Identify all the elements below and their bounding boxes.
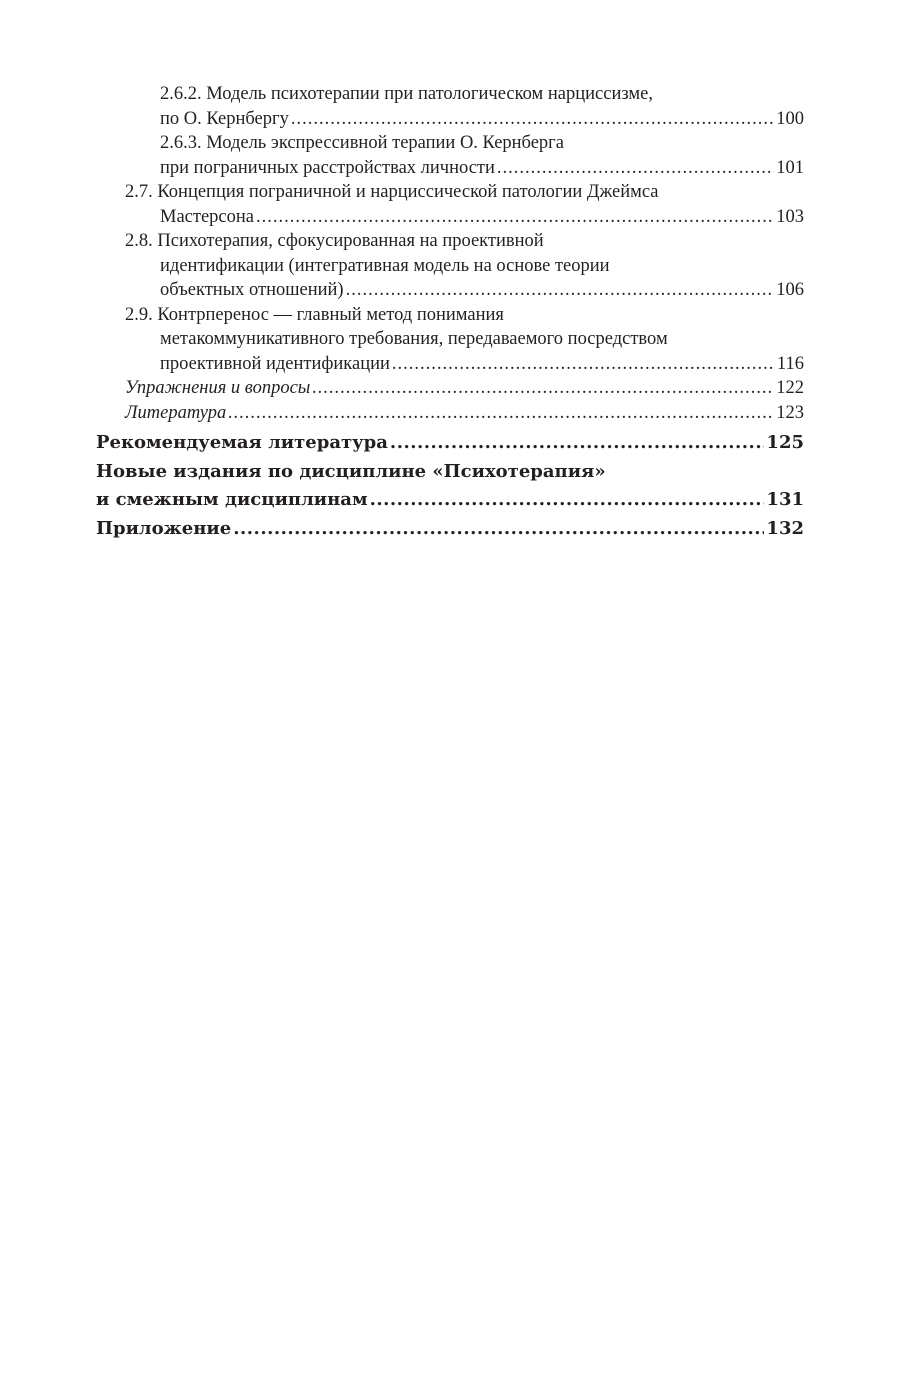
page-number: 131 xyxy=(766,489,804,510)
toc-entry-recommended-literature[interactable] xyxy=(96,429,804,458)
toc-entry-title: 2.8. Психотерапия, сфокусированная на проективной xyxy=(125,231,544,251)
page-number: 101 xyxy=(776,157,804,178)
dot-leader xyxy=(312,376,774,401)
toc-entry-title: Рекомендуемая литература xyxy=(96,432,388,453)
toc-entry-2-8[interactable] xyxy=(96,229,804,303)
toc-entry-title-cont: идентификации (интегративная модель на основе теории xyxy=(160,255,610,276)
dot-leader xyxy=(392,352,775,377)
toc-entry-2-7[interactable] xyxy=(96,180,804,229)
toc-entry-title-cont: и смежным дисциплинам xyxy=(96,489,368,510)
toc-entry-title-cont: метакоммуникативного требования, передаваемого посредством xyxy=(160,329,668,349)
toc-entry-exercises[interactable] xyxy=(96,376,804,401)
page-number: 125 xyxy=(766,432,804,453)
toc-entry-title: 2.9. Контрперенос — главный метод понимания xyxy=(125,304,504,325)
page-number: 122 xyxy=(776,378,804,398)
toc-entry-title-cont: проективной идентификации xyxy=(160,353,390,374)
toc-entry-appendix[interactable] xyxy=(96,515,804,544)
toc-entry-title-cont: при пограничных расстройствах личности xyxy=(160,157,495,178)
dot-leader xyxy=(233,515,764,544)
page-number: 132 xyxy=(766,517,804,539)
toc-entry-new-editions[interactable] xyxy=(96,458,804,515)
dot-leader xyxy=(291,107,774,132)
toc-entry-literature[interactable] xyxy=(96,401,804,426)
dot-leader xyxy=(228,401,774,426)
toc-entry-title: 2.6.2. Модель психотерапии при патологическом нарциссизме, xyxy=(160,84,653,104)
toc-entry-title-cont: объектных отношений) xyxy=(160,280,344,300)
toc-entry-2-6-2[interactable] xyxy=(96,82,804,131)
dot-leader xyxy=(346,278,775,303)
toc-entry-title: 2.6.3. Модель экспрессивной терапии О. Кернберга xyxy=(160,133,564,153)
dot-leader xyxy=(497,156,774,181)
toc-entry-title: Литература xyxy=(125,402,227,423)
page-number: 123 xyxy=(776,402,804,423)
page-number: 103 xyxy=(776,206,804,227)
toc-entry-2-9[interactable] xyxy=(96,303,804,377)
dot-leader xyxy=(256,205,774,230)
toc-entry-title: 2.7. Концепция пограничной и нарциссической патологии Джеймса xyxy=(125,182,659,202)
toc-entry-title: Приложение xyxy=(96,517,232,539)
toc-entry-title-cont: Мастерсона xyxy=(160,206,254,227)
page-number: 106 xyxy=(776,280,804,300)
dot-leader xyxy=(390,429,765,458)
dot-leader xyxy=(370,486,765,515)
page-number: 100 xyxy=(776,108,804,129)
toc-entry-title: Упражнения и вопросы xyxy=(125,378,311,398)
page-number: 116 xyxy=(776,353,804,374)
toc-entry-2-6-3[interactable] xyxy=(96,131,804,180)
toc-entry-title: Новые издания по дисциплине «Психотерапия» xyxy=(96,460,606,482)
table-of-contents xyxy=(96,82,804,543)
toc-entry-title-cont: по О. Кернбергу xyxy=(160,108,289,129)
